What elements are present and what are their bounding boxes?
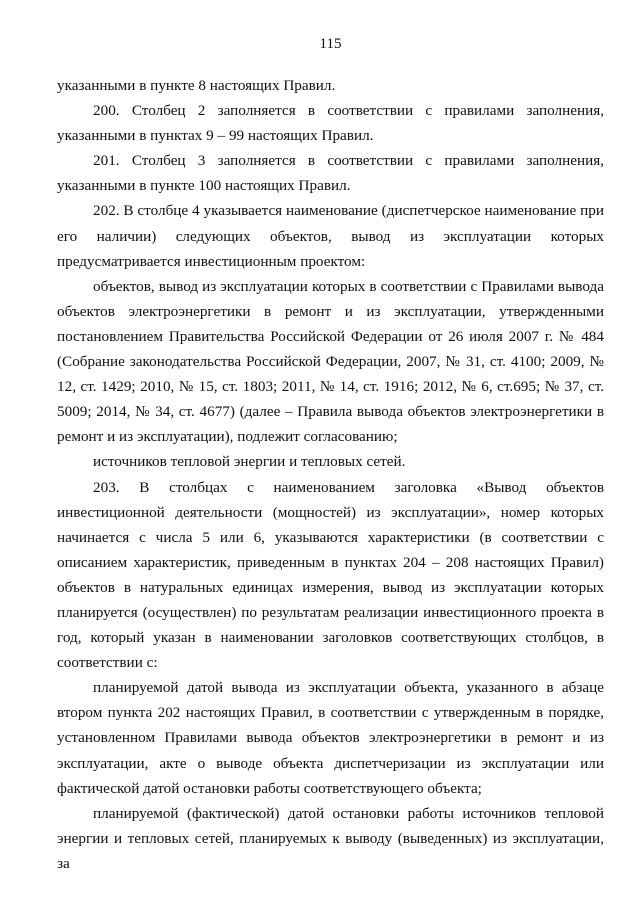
paragraph-202: 202. В столбце 4 указывается наименование (диспетчерское наименование при его наличии) следующих объектов, вывод из эксплуатации которых предусматривается инвестиционным проектом: [57, 202, 604, 270]
document-page [57, 34, 604, 876]
paragraph-202-item-objects: объектов, вывод из эксплуатации которых в соответствии с Правилами вывода объектов электроэнергетики в ремонт и из эксплуатации, утвержденными постановлением Правительства Российской Федерации от 26 июля 2007 г. № 484 (Собрание законодательства Российской Федерации, 2007, № 31, ст. 4100; 2009, № 12, ст. 1429; 2010, № 15, ст. 1803; 2011, № 14, ст. 1916; 2012, № 6, ст.695; № 37, ст. 5009; 2014, № 34, ст. 4677) (далее – Правила вывода объектов электроэнергетики в ремонт и из эксплуатации), подлежит согласованию; [57, 277, 604, 446]
paragraph-200: 200. Столбец 2 заполняется в соответствии с правилами заполнения, указанными в пунктах 9 – 99 настоящих Правил. [57, 102, 604, 145]
paragraph-203-item-planned-date: планируемой датой вывода из эксплуатации объекта, указанного в абзаце втором пункта 202 настоящих Правил, в соответствии с утвержденным в порядке, установленном Правилами вывода объектов электроэнергетики в ремонт и из эксплуатации, акте о выводе объекта диспетчеризации из эксплуатации или фактической датой остановки работы соответствующего объекта; [57, 679, 604, 797]
paragraph-203: 203. В столбцах с наименованием заголовка «Вывод объектов инвестиционной деятельности (мощностей) из эксплуатации», номер которых начинается с числа 5 или 6, указываются характеристики (в соответствии с описанием характеристик, приведенным в пунктах 204 – 208 настоящих Правил) объектов в натуральных единицах измерения, вывод из эксплуатации которых планируется (осуществлен) по результатам реализации инвестиционного проекта в год, который указан в наименовании заголовков соответствующих столбцов, в соответствии с: [57, 478, 604, 672]
paragraph-202-item-heat-sources: источников тепловой энергии и тепловых сетей. [93, 453, 406, 471]
paragraph-203-item-heat-stop-date: планируемой (фактической) датой остановки работы источников тепловой энергии и тепловых сетей, планируемых к выводу (выведенных) из эксплуатации, за [57, 804, 604, 872]
paragraph-201: 201. Столбец 3 заполняется в соответствии с правилами заполнения, указанными в пункте 100 настоящих Правил. [57, 152, 604, 195]
page-number: 115 [319, 36, 342, 52]
paragraph-continuation: указанными в пункте 8 настоящих Правил. [57, 77, 336, 94]
